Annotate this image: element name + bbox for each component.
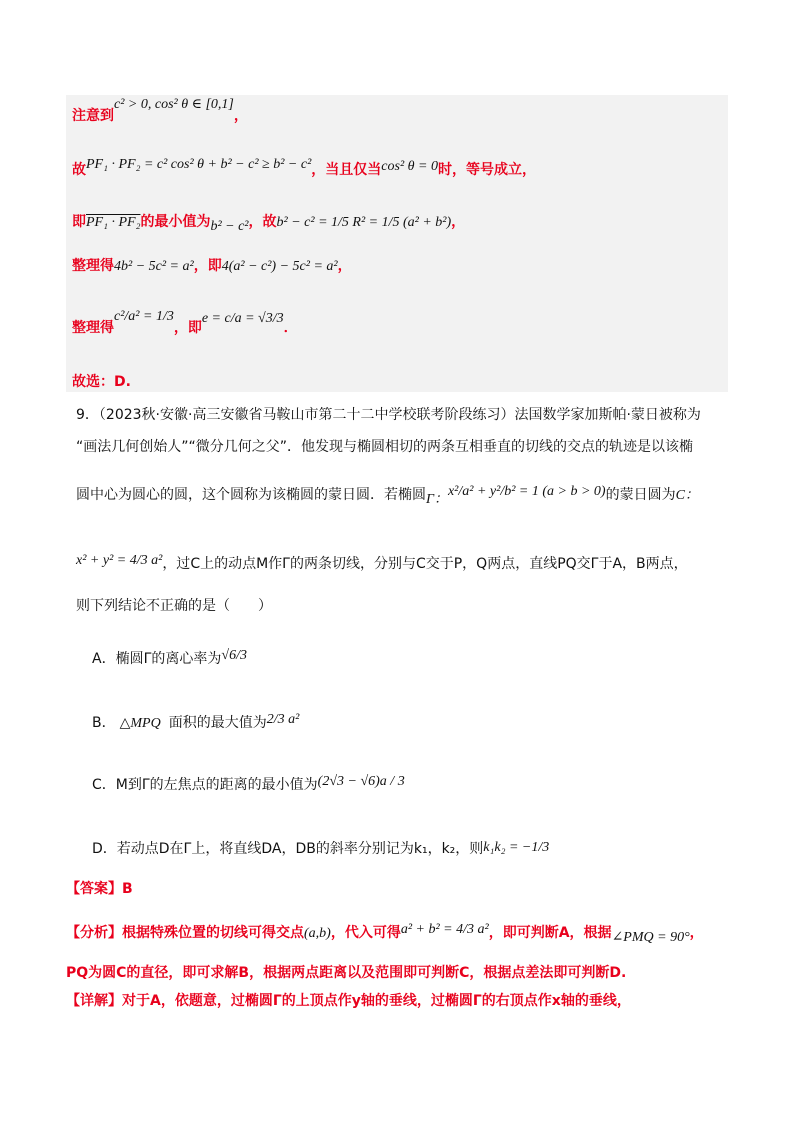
question-line-4: x² + y² = 4/3 a²，过C上的动点M作Γ的两条切线，分别与C交于P，Q两点，直线PQ交Γ于A，B两点， [76, 553, 688, 572]
option-a[interactable]: A．椭圆Γ的离心率为√6/3 [92, 648, 247, 667]
detail-line-1: 【详解】对于A，依题意，过椭圆Γ的上顶点作y轴的垂线，过椭圆Γ的右顶点作x轴的垂线， [66, 993, 631, 1009]
solution-line-5: 整理得c²/a² = 1/3，即e = c/a = √3/3． [72, 309, 298, 336]
analysis-line-1: 【分析】根据特殊位置的切线可得交点(a,b)，代入可得a² + b² = 4/3 a²，即可判断A，根据∠PMQ = 90°， [66, 922, 704, 945]
solution-line-6: 故选：D. [72, 374, 131, 390]
solution-line-4: 整理得4b² − 5c² = a²，即4(a² − c²) − 5c² = a²， [72, 258, 352, 274]
question-line-5: 则下列结论不正确的是（ ） [76, 598, 272, 614]
answer-tag: 【答案】B [66, 881, 133, 897]
analysis-line-2: PQ为圆C的直径，即可求解B，根据两点距离以及范围即可判断C，根据点差法即可判断D. [66, 965, 627, 981]
solution-line-3: 即PF₁ · PF₂的最小值为b² − c²，故b² − c² = 1/5 R² = 1/5 (a² + b²)， [72, 214, 466, 234]
option-d[interactable]: D．若动点D在Γ上，将直线DA，DB的斜率分别记为k₁，k₂，则k₁k₂ = −1/3 [92, 840, 550, 857]
option-b[interactable]: B． △MPQ 面积的最大值为2/3 a² [92, 712, 300, 731]
solution-block [66, 95, 728, 392]
solution-line-2: 故PF₁ · PF₂ = c² cos² θ + b² − c² ≥ b² − c²，当且仅当cos² θ = 0时，等号成立， [72, 157, 536, 178]
question-line-3: 圆中心为圆心的圆，这个圆称为该椭圆的蒙日圆．若椭圆Γ：x²/a² + y²/b² = 1 (a > b > 0)的蒙日圆为C： [76, 484, 699, 507]
option-c[interactable]: C．M到Γ的左焦点的距离的最小值为(2√3 − √6)a / 3 [92, 774, 405, 793]
question-line-2: “画法几何创始人”“微分几何之父”．他发现与椭圆相切的两条互相垂直的切线的交点的轨迹是以该椭 [76, 439, 694, 455]
question-line-1: 9．（2023秋·安徽·高三安徽省马鞍山市第二十二中学校联考阶段练习）法国数学家加斯帕·蒙日被称为 [76, 407, 701, 423]
solution-line-1: 注意到c² > 0, cos² θ ∈ [0,1]， [72, 97, 248, 124]
